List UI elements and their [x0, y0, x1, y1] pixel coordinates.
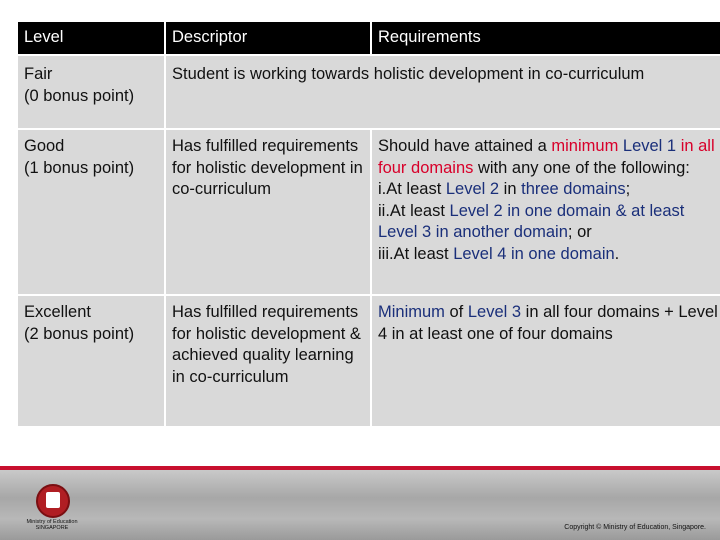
- level-cell: [18, 295, 165, 426]
- req-level: Level 3: [378, 223, 432, 241]
- logo-subtext: SINGAPORE: [35, 525, 69, 531]
- level-name: Fair: [24, 65, 53, 83]
- descriptor-cell: Has fulfilled requirements for holistic development & achieved quality learning in co-curriculum: [165, 295, 371, 426]
- header-requirements: Requirements: [371, 22, 720, 55]
- requirements-cell: [371, 129, 720, 295]
- table-row-good: [18, 129, 720, 295]
- req-minimum: minimum: [551, 137, 619, 155]
- req-text: ;: [625, 180, 631, 198]
- crest-icon: [36, 484, 70, 518]
- req-text: ; or: [567, 223, 592, 241]
- descriptor-cell: Has fulfilled requirements for holistic development in co-curriculum: [165, 129, 371, 295]
- req-text: i.At least: [378, 180, 446, 198]
- level-name: Good: [24, 137, 65, 155]
- req-level: Level 2: [445, 180, 500, 198]
- level-bonus: (1 bonus point): [24, 158, 135, 177]
- req-domains: in another domain: [431, 223, 568, 241]
- requirements-cell: [371, 295, 720, 426]
- level-name: Excellent: [24, 303, 91, 321]
- req-text: in all four domains + Level 4 in at least one of four domains: [378, 303, 718, 343]
- req-domains: in one domain: [506, 244, 615, 263]
- table-row-fair: [18, 55, 720, 129]
- req-text: of: [444, 303, 468, 321]
- req-domains: three domains: [521, 180, 626, 198]
- logo-text: Ministry of Education: [26, 519, 78, 525]
- req-minimum: Minimum: [378, 303, 445, 321]
- header-descriptor: Descriptor: [165, 22, 371, 55]
- req-level: Level 4: [453, 244, 507, 263]
- slide-footer: [0, 466, 720, 540]
- req-text: with any one of the following:: [473, 158, 690, 177]
- req-level: Level 2: [449, 201, 503, 220]
- table-header-row: [18, 22, 720, 55]
- req-in-all-four: in all four domains: [378, 137, 715, 177]
- level-cell: [18, 129, 165, 295]
- level-bonus: (0 bonus point): [24, 86, 135, 105]
- level-cell: [18, 55, 165, 129]
- req-level: Level 1: [622, 137, 677, 155]
- level-table: [18, 22, 718, 426]
- level-bonus: (2 bonus point): [24, 324, 135, 343]
- req-text: iii.At least: [378, 244, 454, 263]
- table-row-excellent: [18, 295, 720, 426]
- req-level: Level 3: [467, 303, 522, 321]
- header-level: Level: [18, 22, 165, 55]
- req-text: in: [499, 180, 522, 198]
- req-text: ii.At least: [378, 201, 450, 220]
- req-domains: in one domain & at least: [502, 201, 685, 220]
- moe-logo: [24, 484, 80, 536]
- req-text: Should have attained a: [378, 137, 552, 155]
- req-text: .: [614, 244, 620, 263]
- descriptor-cell: Student is working towards holistic development in co-curriculum: [165, 55, 720, 129]
- copyright-text: Copyright © Ministry of Education, Singapore.: [564, 524, 706, 531]
